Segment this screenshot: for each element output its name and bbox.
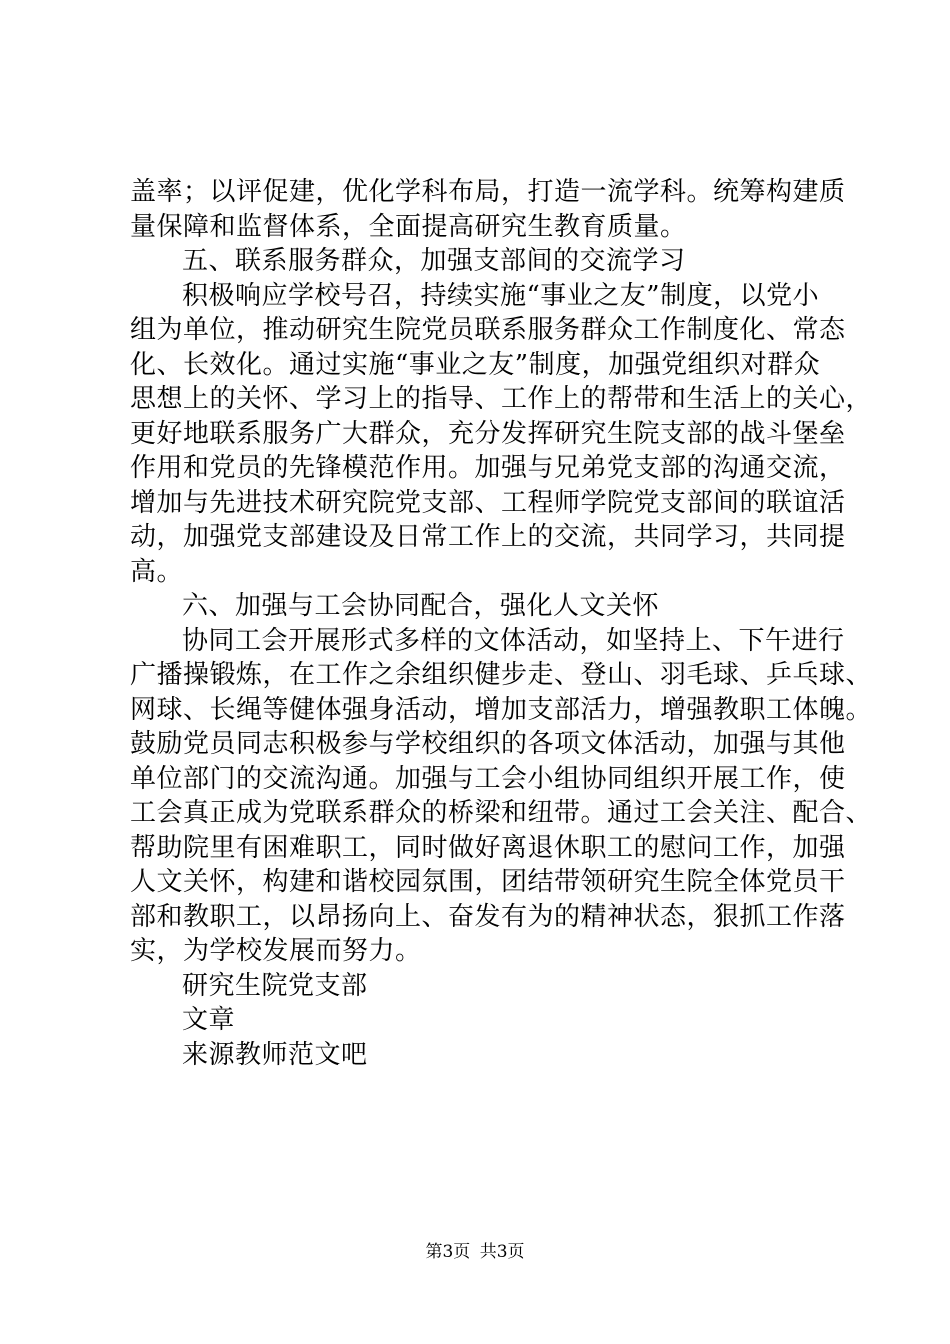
text-line: 工会真正成为党联系群众的桥梁和纽带。通过工会关注、配合、 xyxy=(130,798,873,828)
page-total: 共3页 xyxy=(479,1242,525,1262)
text-line: 积极响应学校号召，持续实施“事业之友”制度，以党小 xyxy=(182,280,820,311)
text-line: 思想上的关怀、学习上的指导、工作上的帮带和生活上的关心， xyxy=(130,384,873,414)
text-line: 单位部门的交流沟通。加强与工会小组协同组织开展工作，使 xyxy=(130,763,846,794)
text-line: 化、长效化。通过实施“事业之友”制度，加强党组织对群众 xyxy=(130,349,821,380)
text-line: 盖率；以评促建，优化学科布局，打造一流学科。统筹构建质 xyxy=(130,177,846,207)
text-line: 人文关怀，构建和谐校园氛围，团结带领研究生院全体党员干 xyxy=(130,867,846,897)
text-line: 五、联系服务群众，加强支部间的交流学习 xyxy=(182,246,686,276)
text-line: 六、加强与工会协同配合，强化人文关怀 xyxy=(182,591,660,621)
document-body xyxy=(130,175,873,1072)
text-line: 鼓励党员同志积极参与学校组织的各项文体活动，加强与其他 xyxy=(130,729,846,759)
text-line: 作用和党员的先锋模范作用。加强与兄弟党支部的沟通交流， xyxy=(130,453,846,483)
text-line: 部和教职工，以昂扬向上、奋发有为的精神状态，狠抓工作落 xyxy=(130,901,846,932)
text-line: 网球、长绳等健体强身活动，增加支部活力，增强教职工体魄。 xyxy=(130,694,873,725)
text-line: 更好地联系服务广大群众，充分发挥研究生院支部的战斗堡垒 xyxy=(130,418,846,449)
text-line: 帮助院里有困难职工，同时做好离退休职工的慰问工作，加强 xyxy=(130,832,846,863)
text-line: 研究生院党支部 xyxy=(182,970,368,1001)
text-line: 组为单位，推动研究生院党员联系服务群众工作制度化、常态 xyxy=(130,315,846,345)
text-line: 动，加强党支部建设及日常工作上的交流，共同学习，共同提 xyxy=(130,522,846,552)
text-line: 广播操锻炼，在工作之余组织健步走、登山、羽毛球、乒乓球、 xyxy=(130,660,873,690)
text-line: 实，为学校发展而努力。 xyxy=(130,936,422,966)
text-line: 高。 xyxy=(130,556,184,587)
text-line: 增加与先进技术研究院党支部、工程师学院党支部间的联谊活 xyxy=(130,487,846,518)
text-line: 文章 xyxy=(182,1005,236,1035)
text-line: 来源教师范文吧 xyxy=(182,1039,368,1070)
page-footer xyxy=(0,1240,950,1264)
page-number: 第3页 xyxy=(425,1242,471,1262)
text-line: 量保障和监督体系，全面提高研究生教育质量。 xyxy=(130,211,687,242)
text-line: 协同工会开展形式多样的文体活动，如坚持上、下午进行 xyxy=(182,625,845,656)
